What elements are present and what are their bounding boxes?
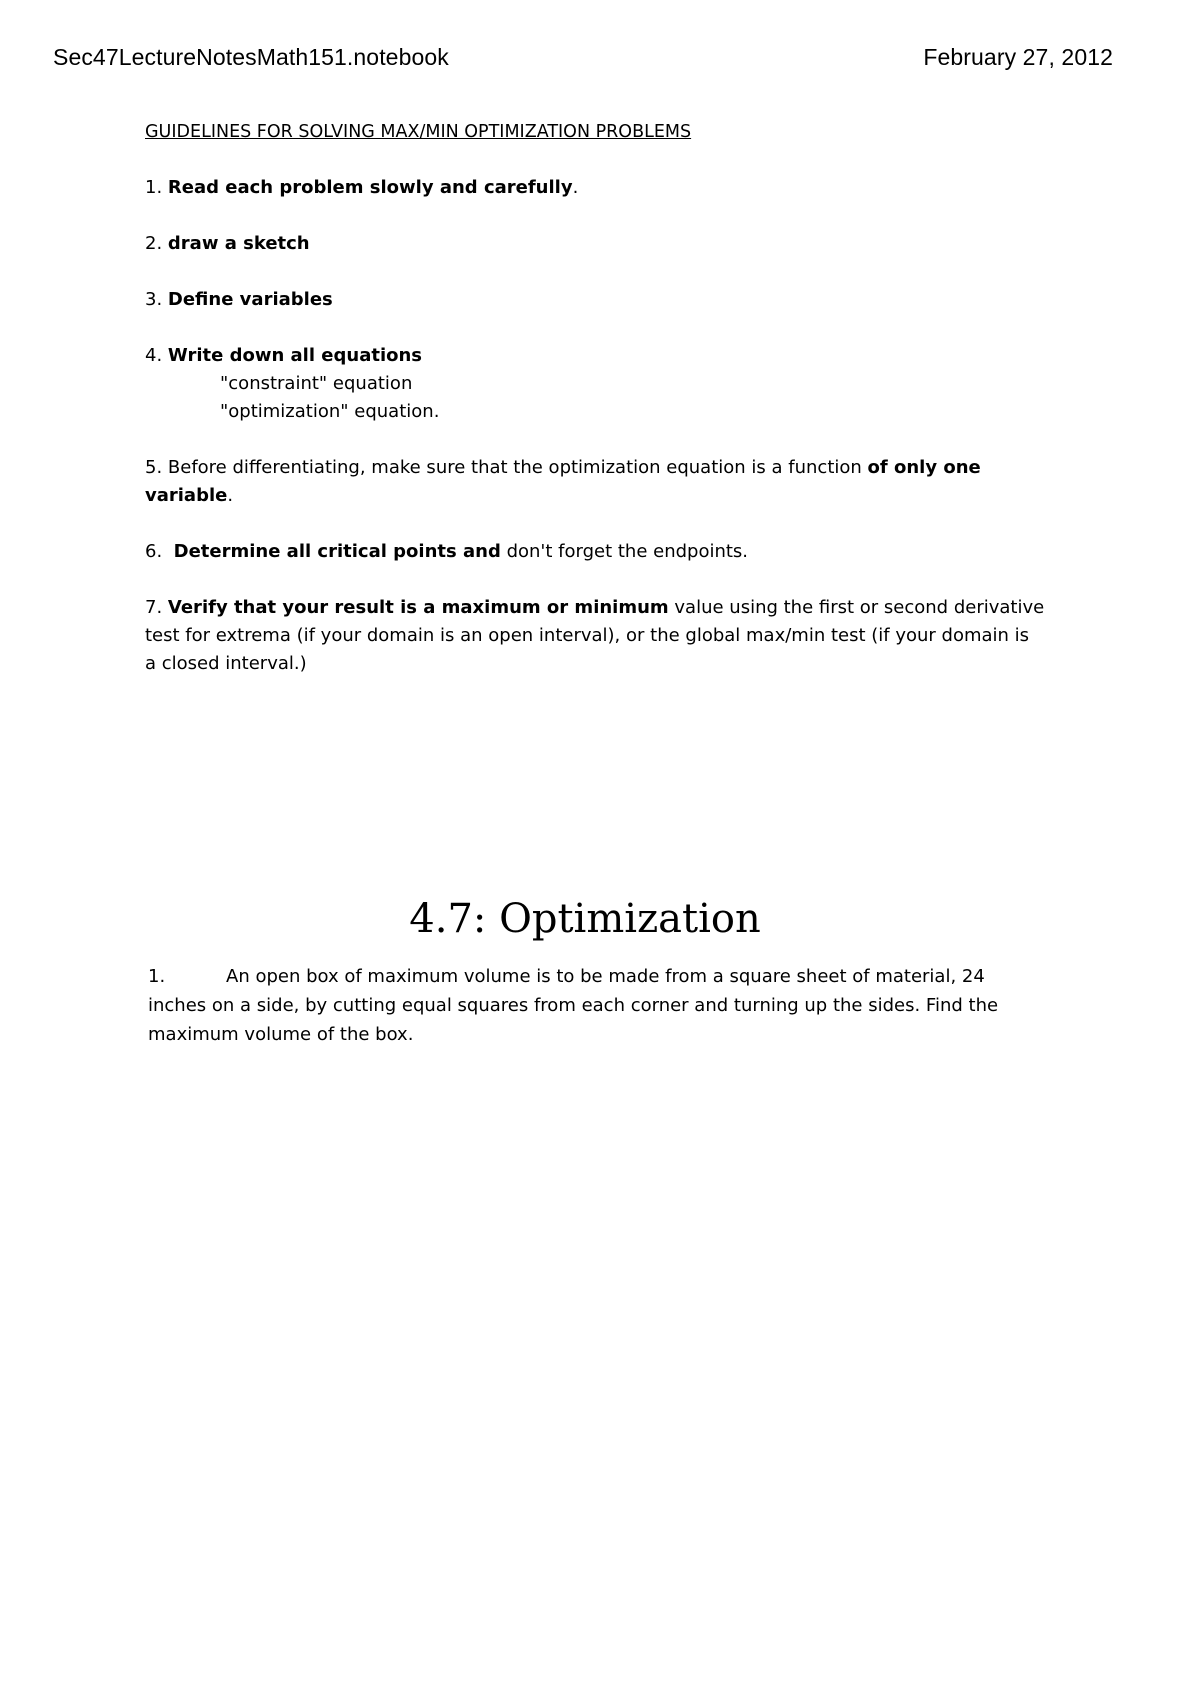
step-emphasis: Write down all equations <box>167 345 423 366</box>
guideline-step-2 <box>145 230 1045 258</box>
page-date: February 27, 2012 <box>923 44 1113 70</box>
step-number: 4. <box>145 345 168 366</box>
step-emphasis: Define variables <box>167 289 333 310</box>
constraint-equation-line: "constraint" equation <box>220 373 413 394</box>
step-number: 2. <box>145 233 168 254</box>
guidelines-section <box>145 118 1045 706</box>
section-title: 4.7: Optimization <box>409 896 761 942</box>
guidelines-heading: GUIDELINES FOR SOLVING MAX/MIN OPTIMIZATION PROBLEMS <box>145 122 692 142</box>
step-number: 6. <box>145 541 174 562</box>
optimization-equation-line: "optimization" equation. <box>220 401 440 422</box>
step-number: 1. <box>145 177 168 198</box>
guideline-step-5 <box>145 454 1045 510</box>
step-emphasis: Verify that your result is a maximum or minimum <box>167 597 669 618</box>
step-number: 7. <box>145 597 168 618</box>
step-emphasis: Read each problem slowly and carefully <box>167 177 573 198</box>
step-emphasis: Determine all critical points and <box>173 541 501 562</box>
step-text: Before differentiating, make sure that the optimization equation is a function <box>167 457 868 478</box>
page-header <box>53 44 1113 80</box>
guideline-step-7 <box>145 594 1045 678</box>
problem-number: 1. <box>148 966 166 987</box>
guideline-step-3 <box>145 286 1045 314</box>
step-tail: . <box>227 485 234 506</box>
step-tail: value using the first or second derivative test for extrema (if your domain is an open interval), or the global max/min test (if your domain is a closed interval.) <box>145 597 1045 674</box>
step-tail: don't forget the endpoints. <box>500 541 749 562</box>
guideline-step-6 <box>145 538 1045 566</box>
step-emphasis: draw a sketch <box>167 233 310 254</box>
notebook-file-name: Sec47LectureNotesMath151.notebook <box>53 44 449 70</box>
step-number: 3. <box>145 289 168 310</box>
guideline-step-1 <box>145 174 1045 202</box>
problem-1 <box>148 962 1048 1049</box>
guideline-step-4 <box>145 342 1045 426</box>
step-number: 5. <box>145 457 168 478</box>
problem-text: An open box of maximum volume is to be made from a square sheet of material, 24 inches on a side, by cutting equal squares from each corner and turning up the sides. Find the maximum volume of the box. <box>148 966 999 1045</box>
step-tail: . <box>572 177 579 198</box>
step-emphasis: of only one variable <box>145 457 981 506</box>
